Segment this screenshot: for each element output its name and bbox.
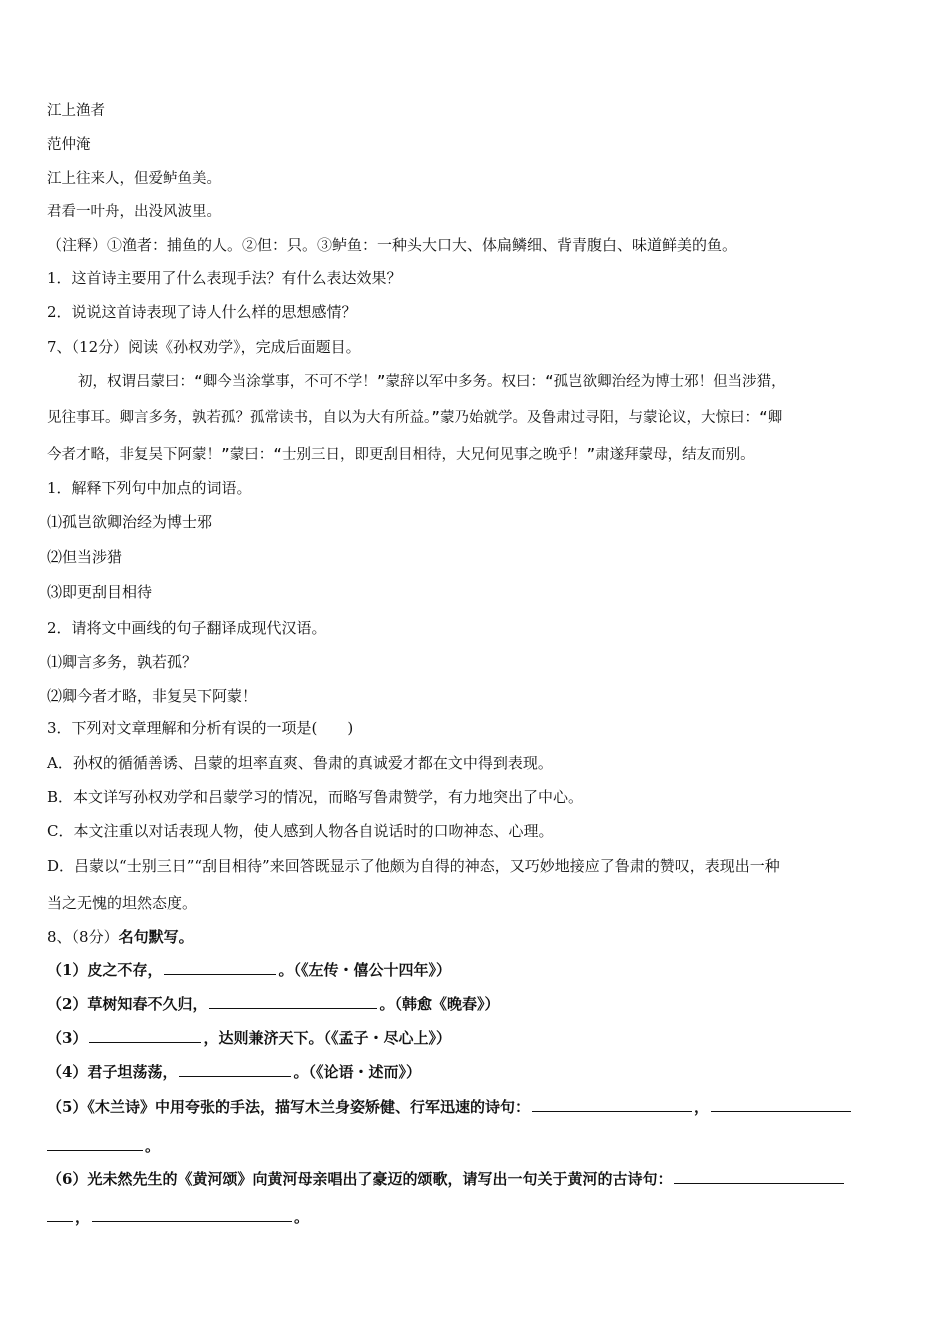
subquestion-2b: ⑵卿今者才略，非复吴下阿蒙！ [47,687,258,705]
option-a: A．孙权的循循善诱、吕蒙的坦率直爽、鲁肃的真诚爱才都在文中得到表现。 [47,754,553,772]
poem-title: 江上渔者 [47,103,105,119]
item-2-source: 。（韩愈《晚春》） [379,995,500,1013]
passage-line-2: 见往事耳。卿言多务，孰若孤？孤常读书，自以为大有所益。”蒙乃始就学。及鲁肃过寻阳，与蒙论议，大惊曰：“卿 [47,410,783,426]
poem-question-2: 2．说说这首诗表现了诗人什么样的思想感情？ [47,303,357,321]
item-5-blank-2-cont[interactable] [47,1136,143,1151]
option-b: B．本文详写孙权劝学和吕蒙学习的情况，而略写鲁肃赞学，有力地突出了中心。 [47,788,584,806]
subquestion-1: 1．解释下列句中加点的词语。 [47,479,252,497]
item-6-blank-1-cont[interactable] [47,1207,73,1222]
item-4-prompt: （4）君子坦荡荡， [47,1063,178,1081]
item-1-source: 。（《左传・僖公十四年》） [278,961,451,979]
question-8-header [47,927,194,947]
question-7-header: 7、（12分）阅读《孙权劝学》，完成后面题目。 [47,338,361,356]
subquestion-1c: ⑶即更刮目相待 [47,583,153,601]
item-1-prompt: （1）皮之不存， [47,961,163,979]
recitation-item-6-continued [47,1207,309,1227]
passage-line-1: 初，权谓吕蒙曰：“卿今当涂掌事，不可不学！”蒙辞以军中多务。权曰：“孤岂欲卿治经为博士邪！但当涉猎， [78,374,786,390]
poem-note: （注释）①渔者：捕鱼的人。②但：只。③鲈鱼：一种头大口大、体扁鳞细、背青腹白、味道鲜美的鱼。 [47,236,738,254]
item-2-prompt: （2）草树知春不久归， [47,995,208,1013]
poem-line-2: 君看一叶舟，出没风波里。 [47,204,221,220]
question-8-score: 8、（8分） [47,928,119,946]
subquestion-2: 2．请将文中画线的句子翻译成现代汉语。 [47,619,327,637]
item-5-prompt: （5）《木兰诗》中用夸张的手法，描写木兰身姿矫健、行军迅速的诗句： [47,1098,530,1116]
item-6-prompt: （6）光未然先生的《黄河颂》向黄河母亲唱出了豪迈的颂歌，请写出一句关于黄河的古诗句： [47,1170,673,1188]
poem-question-1: 1．这首诗主要用了什么表现手法？有什么表达效果？ [47,269,402,287]
item-5-blank-1[interactable] [532,1097,692,1112]
poem-author: 范仲淹 [47,137,91,153]
subquestion-3: 3．下列对文章理解和分析有误的一项是( ) [47,719,354,737]
item-5-blank-2[interactable] [711,1097,851,1112]
recitation-item-4 [47,1062,421,1082]
item-5-separator: ， [693,1098,709,1116]
item-5-end: 。 [145,1137,161,1155]
recitation-item-2 [47,994,499,1014]
item-3-blank[interactable] [89,1028,201,1043]
item-3-source: ，达则兼济天下。（《孟子・尽心上》） [203,1029,451,1047]
recitation-item-3 [47,1028,451,1048]
subquestion-2a: ⑴卿言多务，孰若孤？ [47,653,198,671]
poem-line-1: 江上往来人，但爱鲈鱼美。 [47,171,221,187]
item-6-blank-2[interactable] [92,1207,292,1222]
item-1-blank[interactable] [164,960,276,975]
recitation-item-5-continued [47,1136,160,1156]
option-d-line-1: D．吕蒙以“士别三日”“刮目相待”来回答既显示了他颇为自得的神态，又巧妙地接应了鲁肃的赞叹，表现出一种 [47,857,780,875]
item-2-blank[interactable] [209,994,377,1009]
item-6-separator: ， [75,1208,91,1226]
recitation-item-1 [47,960,451,980]
recitation-item-6 [47,1169,846,1189]
item-3-prompt: （3） [47,1029,88,1047]
recitation-item-5 [47,1097,853,1117]
subquestion-1a: ⑴孤岂欲卿治经为博士邪 [47,513,213,531]
item-6-blank-1[interactable] [674,1169,844,1184]
subquestion-1b: ⑵但当涉猎 [47,548,123,566]
item-4-source: 。（《论语・述而》） [293,1063,421,1081]
option-d-line-2: 当之无愧的坦然态度。 [47,894,198,912]
question-8-title: 名句默写。 [118,928,194,946]
option-c: C．本文注重以对话表现人物，使人感到人物各自说话时的口吻神态、心理。 [47,822,554,840]
item-4-blank[interactable] [179,1062,291,1077]
item-6-end: 。 [294,1208,310,1226]
passage-line-3: 今者才略，非复吴下阿蒙！”蒙曰：“士别三日，即更刮目相待，大兄何见事之晚乎！”肃遂拜蒙母，结友而别。 [47,447,755,463]
